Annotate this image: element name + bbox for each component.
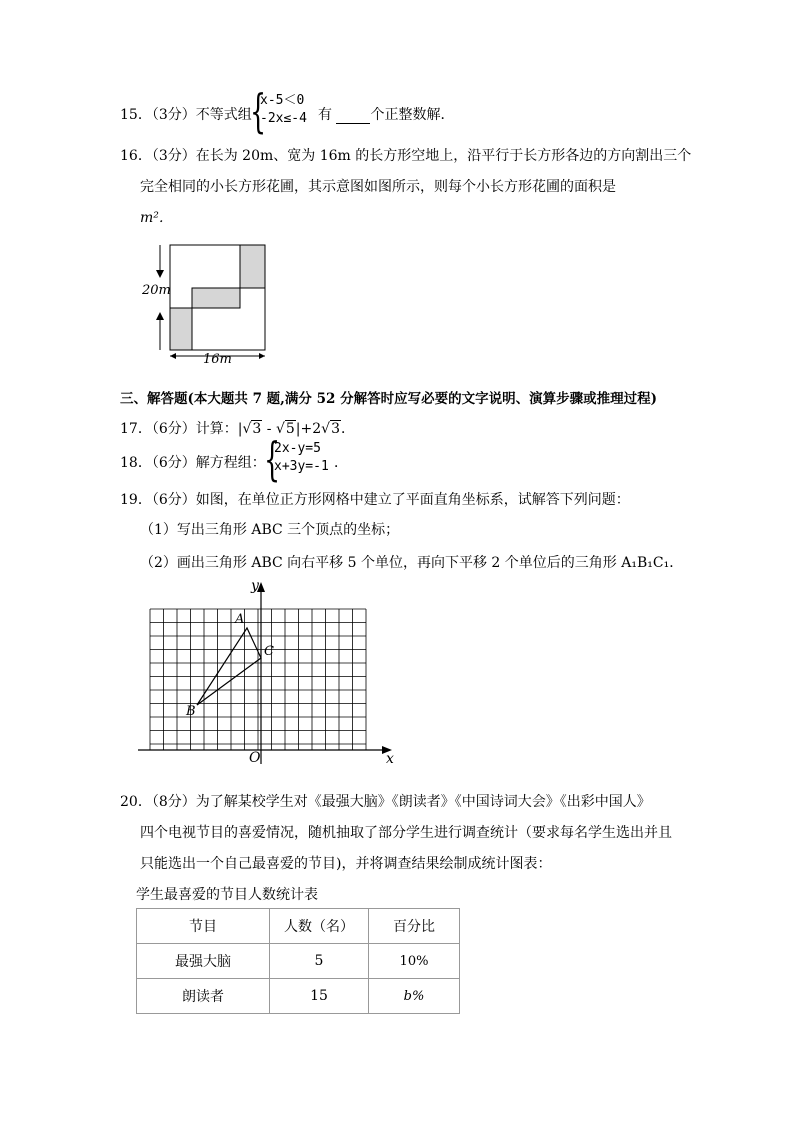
- q20-line3: 只能选出一个自己最喜爱的节目)，并将调查结果绘制成统计图表：: [140, 856, 552, 872]
- q16-arrowhead-down: [156, 270, 164, 278]
- q15-after: 有: [318, 107, 332, 123]
- section3-title: 三、解答题(本大题共 7 题,满分 52 分解答时应写必要的文字说明、演算步骤或推理过程): [120, 391, 657, 407]
- table-row: [137, 944, 460, 979]
- q16-figure: [135, 238, 275, 368]
- table-cell: 朗读者: [137, 979, 270, 1014]
- q19-item2: （2）画出三角形 ABC 向右平移 5 个单位，再向下平移 2 个单位后的三角形 A₁B₁C₁．: [140, 555, 684, 571]
- table-row: [137, 979, 460, 1014]
- q20-table: [136, 908, 460, 1014]
- q20-line1: 20．（8分）为了解某校学生对《最强大脑》《朗读者》《中国诗词大会》《出彩中国人》: [120, 794, 651, 810]
- q15-answer-blank: [336, 109, 370, 124]
- q19-item1: （1）写出三角形 ABC 三个顶点的坐标；: [140, 522, 400, 538]
- q16-line2: 完全相同的小长方形花圃，其示意图如图所示，则每个小长方形花圃的面积是: [140, 179, 616, 195]
- q17-prefix: 17．（6分）计算：|: [120, 421, 243, 437]
- table-cell: b%: [369, 979, 460, 1014]
- q19-label-o: O: [249, 750, 261, 766]
- q17-sqrt2: √5: [275, 421, 295, 437]
- header-count: 人数（名）: [270, 909, 369, 944]
- q17-r3: 3: [331, 421, 340, 437]
- q17-mid: -: [262, 421, 276, 437]
- q15-eq2: -2x≤-4: [260, 111, 307, 126]
- q18-brace: {: [264, 432, 281, 486]
- q18-system: [274, 440, 329, 476]
- q15-system: [260, 92, 307, 128]
- q16-line1: 16．（3分）在长为 20m、宽为 16m 的长方形空地上，沿平行于长方形各边的方向割出三个: [120, 148, 692, 164]
- q20-line2: 四个电视节目的喜爱情况，随机抽取了部分学生进行调查统计（要求每名学生选出并且: [140, 825, 672, 841]
- q17-r2: 5: [285, 421, 295, 437]
- header-program: 节目: [137, 909, 270, 944]
- q19-label-a: A: [235, 612, 245, 627]
- table-cell: 15: [270, 979, 369, 1014]
- q16-plot-bot: [170, 308, 192, 350]
- table-cell: 10%: [369, 944, 460, 979]
- q16-arrowhead-right: [259, 353, 265, 359]
- q18-eq1: 2x-y=5: [274, 441, 321, 456]
- q19-grid: [150, 609, 366, 750]
- q18-eq2: x+3y=-1: [274, 459, 329, 474]
- q17-r1: 3: [252, 421, 262, 437]
- table-cell: 5: [270, 944, 369, 979]
- q17-sqrt1: √3: [242, 421, 262, 437]
- q15-prefix: 15．（3分）不等式组: [120, 107, 252, 123]
- q19-grid-figure: [130, 578, 410, 773]
- header-percent: 百分比: [369, 909, 460, 944]
- q16-plot-mid: [192, 288, 240, 308]
- q15-eq1: x-5＜0: [260, 93, 305, 108]
- q19-label-x: x: [386, 751, 394, 767]
- q15-tail-text: 个正整数解．: [370, 107, 455, 123]
- table-header-row: [137, 909, 460, 944]
- q15-brace: {: [250, 84, 267, 138]
- q19-triangle-abc: [197, 628, 261, 705]
- q19-label-y: y: [251, 578, 259, 594]
- q19-label-b: B: [186, 704, 196, 719]
- q16-fig-label-h: 20m: [142, 283, 171, 298]
- q19-label-c: C: [264, 644, 274, 659]
- q16-plot-top: [240, 245, 265, 288]
- table-cell: 最强大脑: [137, 944, 270, 979]
- q19-line1: 19．（6分）如图，在单位正方形网格中建立了平面直角坐标系，试解答下列问题：: [120, 492, 630, 508]
- q18-end: ．: [334, 455, 348, 471]
- q16-line3: m²．: [140, 210, 173, 226]
- q17-suffix: |+2: [295, 421, 322, 437]
- q17-end: ．: [340, 421, 355, 437]
- q20-table-title: 学生最喜爱的节目人数统计表: [136, 887, 318, 903]
- q15-tail: [318, 104, 454, 124]
- q16-arrowhead-up: [156, 312, 164, 320]
- q18-prefix: 18．（6分）解方程组：: [120, 455, 266, 471]
- q16-fig-label-w: 16m: [203, 352, 232, 367]
- q15: [120, 104, 252, 124]
- q16-arrowhead-left: [170, 353, 176, 359]
- q17-sqrt3: √3: [321, 421, 340, 437]
- q17: [120, 418, 355, 438]
